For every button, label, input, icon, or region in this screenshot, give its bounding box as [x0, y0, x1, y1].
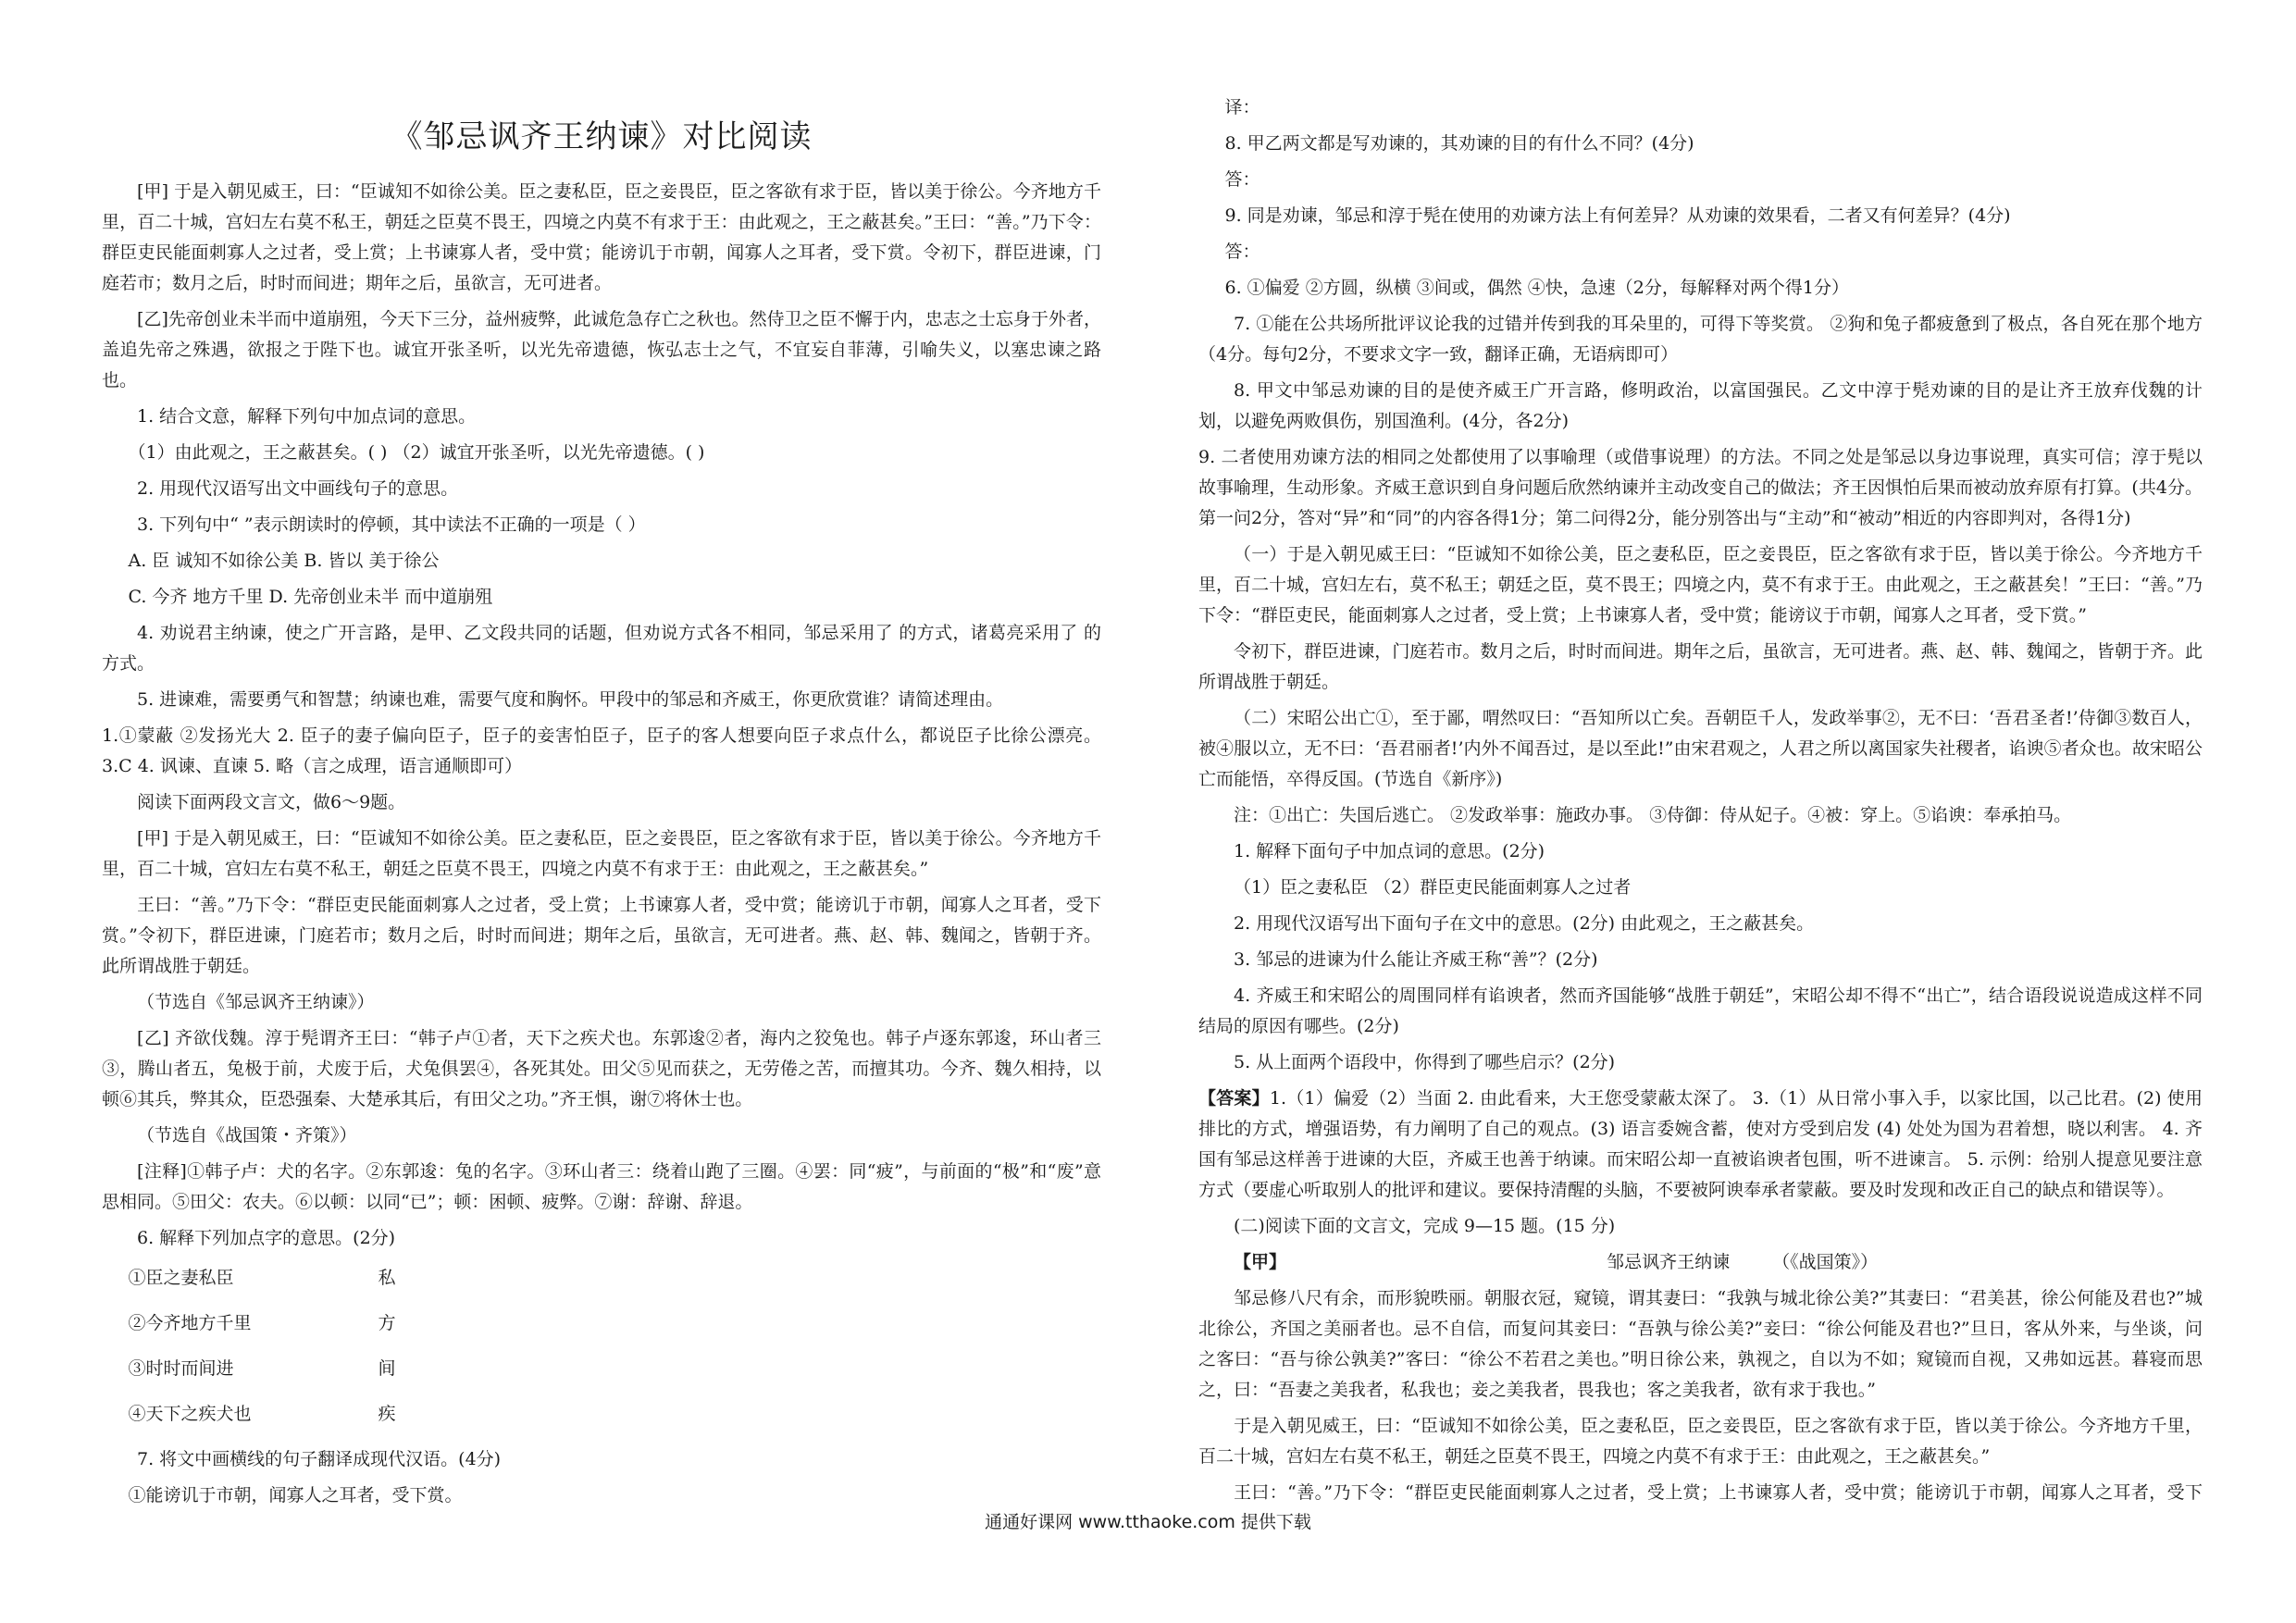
- paragraph: （二）宋昭公出亡①，至于鄙，喟然叹曰：“吾知所以亡矣。吾朝臣千人，发政举事②，无不曰：‘吾君圣者!’侍御③数百人，被④服以立，无不曰：‘吾君丽者!’内外不闻吾过，是以至此!”由宋君观之，人君之所以离国家失社稷者，谄谀⑤者众也。故宋昭公亡而能悟，卒得反国。(节选自《新序》): [1198, 708, 2203, 789]
- paragraph: （一）于是入朝见威王曰：“臣诚知不如徐公美，臣之妻私臣，臣之妾畏臣，臣之客欲有求于臣，皆以美于徐公。今齐地方千里，百二十城，宫妇左右，莫不私王；朝廷之臣，莫不畏王；四境之内，莫不有求于王。由此观之，王之蔽甚矣！”王曰：“善。”乃下令：“群臣吏民，能面刺寡人之过者，受上赏；上书谏寡人者，受中赏；能谤议于市朝，闻寡人之耳者，受下赏。”: [1198, 544, 2203, 626]
- paragraph: 王曰：“善。”乃下令：“群臣吏民能面刺寡人之过者，受上赏；上书谏寡人者，受中赏；能谤讥于市朝，闻寡人之耳者，受下赏。”令初下，群臣进谏，门庭若市；数月之后，时时而间进；期年之后，虽欲言，无可进者。燕、赵、韩、魏闻之，皆朝于齐。此所谓战胜于朝廷。: [102, 895, 1101, 976]
- paragraph: 阅读下面两段文言文，做6～9题。: [137, 792, 406, 812]
- paragraph: 2. 用现代汉语写出下面句子在文中的意思。(2分) 由此观之，王之蔽甚矣。: [1234, 913, 1815, 934]
- paragraph: 4. 齐威王和宋昭公的周围同样有谄谀者，然而齐国能够“战胜于朝廷”，宋昭公却不得不“出亡”，结合语段说说造成这样不同结局的原因有哪些。(2分): [1198, 985, 2203, 1036]
- paragraph: 答：: [1224, 242, 1260, 262]
- paragraph: 6. ①偏爱 ②方圆，纵横 ③间或，偶然 ④快，急速（2分，每解释对两个得1分）: [1224, 278, 1849, 298]
- paragraph: 译：: [1224, 97, 1260, 118]
- paragraph: 令初下，群臣进谏，门庭若市。数月之后，时时而间进。期年之后，虽欲言，无可进者。燕、赵、韩、魏闻之，皆朝于齐。此所谓战胜于朝廷。: [1198, 641, 2203, 692]
- paragraph: [注释]①韩子卢：犬的名字。②东郭逡：兔的名字。③环山者三：绕着山跑了三圈。④罢：同“疲”，与前面的“极”和“废”意思相同。⑤田父：农夫。⑥以顿：以同“已”；顿：困顿、疲弊。⑦谢：辞谢、辞退。: [102, 1161, 1101, 1212]
- paragraph: A. 臣 诚知不如徐公美 B. 皆以 美于徐公: [128, 551, 440, 571]
- paragraph: [甲] 于是入朝见威王，曰：“臣诚知不如徐公美。臣之妻私臣，臣之妾畏臣，臣之客欲有求于臣，皆以美于徐公。今齐地方千里，百二十城，宫妇左右莫不私王，朝廷之臣莫不畏王，四境之内莫不有求于王：由此观之，王之蔽甚矣。”: [102, 828, 1101, 879]
- paragraph: 4. 劝说君主纳谏，使之广开言路，是甲、乙文段共同的话题，但劝说方式各不相同，邹忌采用了 的方式，诸葛亮采用了 的方式。: [102, 623, 1101, 674]
- footer-credit: 通通好课网 www.tthaoke.com 提供下载: [985, 1512, 1311, 1532]
- paragraph: 答：: [1224, 169, 1260, 190]
- paragraph: （节选自《邹忌讽齐王纳谏》）: [137, 992, 375, 1012]
- paragraph: 5. 进谏难，需要勇气和智慧；纳谏也难，需要气度和胸怀。甲段中的邹忌和齐威王，你更欣赏谁？请简述理由。: [137, 689, 1004, 710]
- paragraph: 王曰：“善。”乃下令：“群臣吏民能面刺寡人之过者，受上赏；上书谏寡人者，受中赏；能谤讥于市朝，闻寡人之耳者，受下: [1234, 1482, 2203, 1503]
- left-column: [102, 93, 1101, 1512]
- paragraph: 7. 将文中画横线的句子翻译成现代汉语。(4分): [137, 1449, 502, 1469]
- word-phrase: ①臣之妻私臣: [128, 1268, 234, 1288]
- right-blocks: [1198, 273, 2203, 1078]
- paragraph: （1）由此观之，王之蔽甚矣。( ) （2）诚宜开张圣听，以光先帝遗德。( ): [128, 442, 705, 463]
- paragraph: [乙] 齐欲伐魏。淳于髡谓齐王曰：“韩子卢①者，天下之疾犬也。东郭逡②者，海内之狡兔也。韩子卢逐东郭逡，环山者三③，腾山者五，兔极于前，犬废于后，犬兔俱罢④，各死其处。田父⑤见而获之，无劳倦之苦，而擅其功。今齐、魏久相持，以顿⑥其兵，弊其众，臣恐强秦、大楚承其后，有田父之功。”齐王惧，谢⑦将休士也。: [102, 1028, 1101, 1109]
- answer-label: 【答案】: [1198, 1088, 1270, 1109]
- right-column: [1198, 93, 2203, 1512]
- right-tail: [1198, 1283, 2203, 1512]
- word-char: 方: [378, 1313, 396, 1333]
- paragraph: （1）臣之妻私臣 （2）群臣吏民能面刺寡人之过者: [1234, 877, 1632, 898]
- paragraph: 2. 用现代汉语写出文中画线句子的意思。: [137, 478, 459, 499]
- paragraph: 5. 从上面两个语段中，你得到了哪些启示？(2分): [1234, 1052, 1616, 1072]
- right-top: [1198, 93, 2203, 267]
- jia-heading: [1198, 1247, 2203, 1278]
- left-tail: [102, 1444, 1101, 1512]
- word-char: 间: [378, 1358, 396, 1379]
- paragraph: 7. ①能在公共场所批评议论我的过错并传到我的耳朵里的，可得下等奖赏。 ②狗和兔子都疲惫到了极点，各自死在那个地方（4分。每句2分，不要求文字一致，翻译正确，无语病即可）: [1198, 314, 2203, 365]
- paragraph: 1. 结合文意，解释下列句中加点词的意思。: [137, 406, 477, 427]
- word-phrase: ②今齐地方千里: [128, 1313, 252, 1333]
- paragraph: 3. 下列句中“ ”表示朗读时的停顿，其中读法不正确的一项是（ ）: [137, 514, 646, 535]
- page-title: 《邹忌讽齐王纳谏》对比阅读: [391, 118, 813, 155]
- word-list: [102, 1263, 1101, 1430]
- paragraph: ①能谤讥于市朝，闻寡人之耳者，受下赏。: [128, 1485, 463, 1505]
- jia-title: 邹忌讽齐王纳谏: [1607, 1252, 1731, 1272]
- paragraph: 邹忌修八尺有余，而形貌昳丽。朝服衣冠，窥镜，谓其妻曰：“我孰与城北徐公美?”其妻曰：“君美甚，徐公何能及君也?”城北徐公，齐国之美丽者也。忌不自信，而复问其妾曰：“吾孰与徐公美?”妾曰：“徐公何能及君也?”旦日，客从外来，与坐谈，问之客曰：“吾与徐公孰美?”客曰：“徐公不若君之美也。”明日徐公来，孰视之，自以为不如；窥镜而自视，又弗如远甚。暮寝而思之，曰：“吾妻之美我者，私我也；妾之美我者，畏我也；客之美我者，欲有求于我也。”: [1198, 1288, 2203, 1400]
- word-char: 疾: [378, 1404, 396, 1424]
- paragraph: 1. 解释下面句子中加点词的意思。(2分): [1234, 841, 1545, 861]
- answer-text: 1.（1）偏爱（2）当面 2. 由此看来，大王您受蒙蔽太深了。 3.（1）从日常小事入手，以家比国，以己比君。(2) 使用排比的方式，增强语势，有力阐明了自己的观点。(3) 语言委婉含蓄，使对方受到启发 (4) 处处为国为君着想，晓以利害。 4. 齐国有邹忌这样善于进谏的大臣，齐威王也善于纳谏。而宋昭公却一直被谄谀者包围，听不进谏言。 5. 示例：给别人提意见要注意方式（要虚心听取别人的批评和建议。要保持清醒的头脑，不要被阿谀奉承者蒙蔽。要及时发现和改正自己的缺点和错误等）。: [1198, 1088, 2203, 1200]
- answer-block: [1198, 1084, 2203, 1206]
- word-char: 私: [378, 1268, 396, 1288]
- paragraph: 于是入朝见威王，曰：“臣诚知不如徐公美，臣之妻私臣，臣之妾畏臣，臣之客欲有求于臣，皆以美于徐公。今齐地方千里，百二十城，宫妇左右莫不私王，朝廷之臣莫不畏王，四境之内莫不有求于王：由此观之，王之蔽甚矣。”: [1198, 1416, 2203, 1467]
- question-6: 6. 解释下列加点字的意思。(2分): [137, 1228, 396, 1248]
- paragraph: 8. 甲乙两文都是写劝谏的，其劝谏的目的有什么不同？(4分): [1224, 133, 1694, 154]
- word-phrase: ④天下之疾犬也: [128, 1404, 252, 1424]
- paragraph: 注：①出亡：失国后逃亡。 ②发政举事：施政办事。 ③侍御：侍从妃子。④被：穿上。⑤谄谀：奉承拍马。: [1234, 805, 2072, 825]
- paragraph: [甲] 于是入朝见威王，曰：“臣诚知不如徐公美。臣之妻私臣，臣之妾畏臣，臣之客欲有求于臣，皆以美于徐公。今齐地方千里，百二十城，宫妇左右莫不私王，朝廷之臣莫不畏王，四境之内莫不有求于王：由此观之，王之蔽甚矣。”王曰：“善。”乃下令：群臣吏民能面刺寡人之过者，受上赏；上书谏寡人者，受中赏；能谤讥于市朝，闻寡人之耳者，受下赏。令初下，群臣进谏，门庭若市；数月之后，时时而间进；期年之后，虽欲言，无可进者。: [102, 181, 1101, 293]
- section-2-heading: (二)阅读下面的文言文，完成 9—15 题。(15 分): [1234, 1216, 1616, 1236]
- jia-label: 【甲】: [1234, 1252, 1287, 1272]
- word-phrase: ③时时而间进: [128, 1358, 234, 1379]
- jia-source: （《战国策》）: [1772, 1252, 1879, 1272]
- left-blocks: [102, 177, 1101, 1218]
- paragraph: 3. 邹忌的进谏为什么能让齐威王称“善”？(2分): [1234, 949, 1598, 970]
- paragraph: 9. 二者使用劝谏方法的相同之处都使用了以事喻理（或借事说理）的方法。不同之处是邹忌以身边事说理，真实可信；淳于髡以故事喻理，生动形象。齐威王意识到自身问题后欣然纳谏并主动改变自己的做法；齐王因惧怕后果而被动放弃原有打算。(共4分。第一问2分，答对“异”和“同”的内容各得1分；第二问得2分，能分别答出与“主动”和“被动”相近的内容即判对，各得1分): [1198, 447, 2203, 528]
- word-row: [102, 1354, 1101, 1384]
- paragraph: 9. 同是劝谏，邹忌和淳于髡在使用的劝谏方法上有何差异？从劝谏的效果看，二者又有何差异？(4分): [1224, 205, 2011, 226]
- paragraph: 1.①蒙蔽 ②发扬光大 2. 臣子的妻子偏向臣子，臣子的妾害怕臣子，臣子的客人想要向臣子求点什么，都说臣子比徐公漂亮。 3.C 4. 讽谏、直谏 5. 略（言之成理，语言通顺即可）: [102, 725, 1101, 776]
- paragraph: 8. 甲文中邹忌劝谏的目的是使齐威王广开言路，修明政治，以富国强民。乙文中淳于髡劝谏的目的是让齐王放弃伐魏的计划，以避免两败俱伤，别国渔利。(4分，各2分): [1198, 380, 2203, 431]
- paragraph: [乙]先帝创业未半而中道崩殂，今天下三分，益州疲弊，此诚危急存亡之秋也。然侍卫之臣不懈于内，忠志之士忘身于外者，盖追先帝之殊遇，欲报之于陛下也。诚宜开张圣听，以光先帝遗德，恢弘志士之气，不宜妄自菲薄，引喻失义，以塞忠谏之路也。: [102, 309, 1101, 390]
- word-row: [102, 1308, 1101, 1339]
- word-row: [102, 1399, 1101, 1430]
- paragraph: C. 今齐 地方千里 D. 先帝创业未半 而中道崩殂: [128, 587, 493, 607]
- paragraph: （节选自《战国策・齐策》）: [137, 1125, 357, 1146]
- word-row: [102, 1263, 1101, 1294]
